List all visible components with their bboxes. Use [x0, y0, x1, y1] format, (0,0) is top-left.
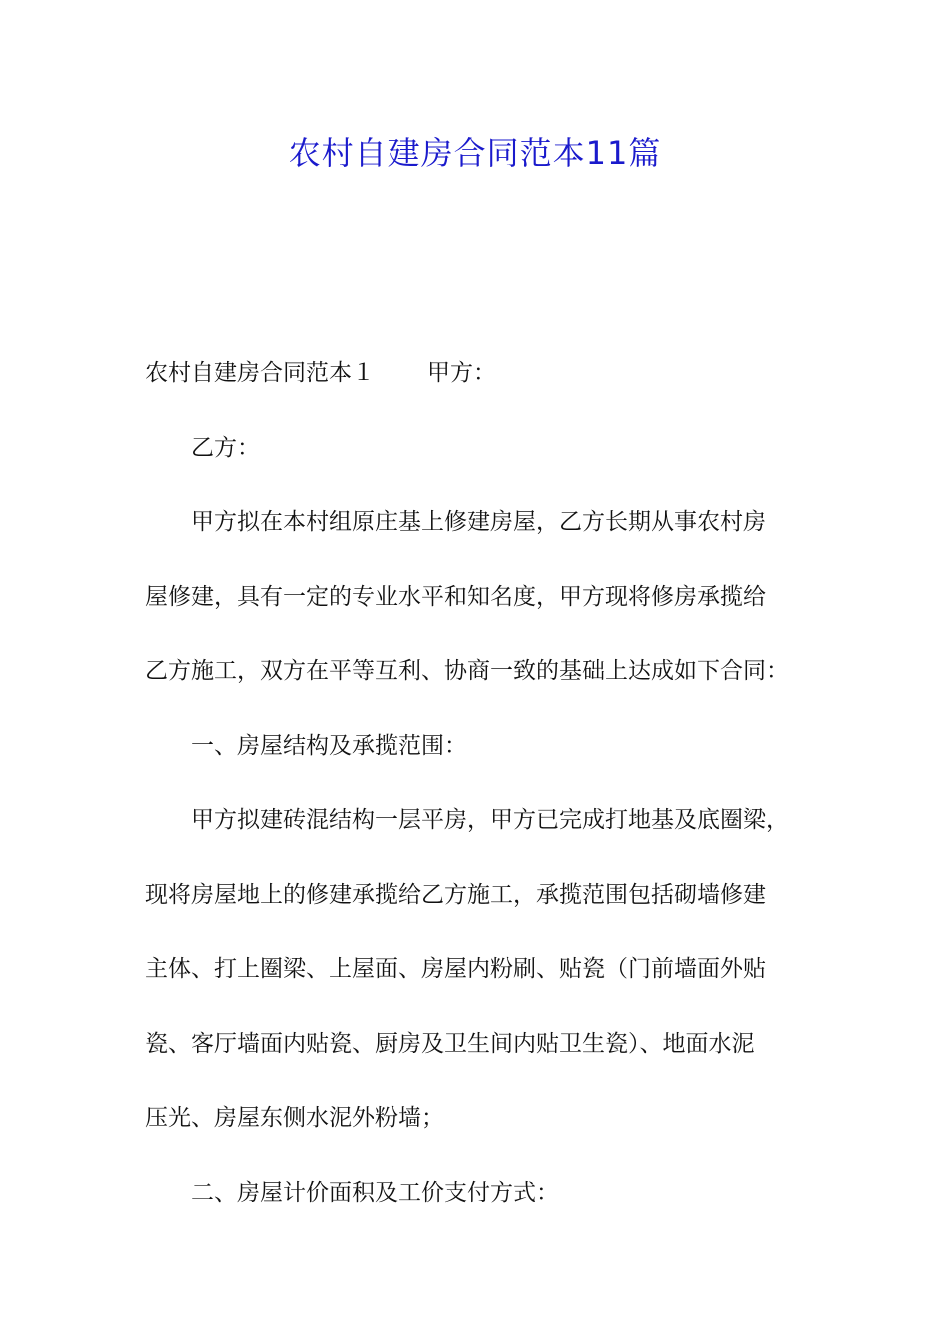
document-body — [145, 336, 835, 1230]
paragraph-line: 甲方拟在本村组原庄基上修建房屋，乙方长期从事农村房 — [191, 509, 766, 535]
paragraph-line: 现将房屋地上的修建承揽给乙方施工，承揽范围包括砌墙修建 — [145, 881, 766, 908]
paragraph-line: 主体、打上圈梁、上屋面、房屋内粉刷、贴瓷（门前墙面外贴 — [145, 956, 766, 982]
party-b-label: 乙方： — [191, 434, 260, 461]
section-heading-line — [145, 336, 835, 411]
paragraph-line: 压光、房屋东侧水泥外粉墙； — [145, 1105, 444, 1131]
paragraph-line: 甲方拟建砖混结构一层平房，甲方已完成打地基及底圈梁， — [191, 807, 789, 833]
document-title: 农村自建房合同范本11篇 — [288, 134, 662, 172]
clause-heading: 一、房屋结构及承揽范围： — [191, 732, 467, 759]
section-heading: 农村自建房合同范本１ — [145, 360, 375, 386]
paragraph-line: 瓷、客厅墙面内贴瓷、厨房及卫生间内贴卫生瓷）、地面水泥 — [145, 1030, 755, 1057]
party-a-label: 甲方： — [427, 360, 496, 386]
clause-heading: 二、房屋计价面积及工价支付方式： — [191, 1179, 559, 1206]
paragraph-line: 乙方施工，双方在平等互利、协商一致的基础上达成如下合同： — [145, 658, 789, 684]
paragraph-line: 屋修建，具有一定的专业水平和知名度，甲方现将修房承揽给 — [145, 583, 766, 610]
